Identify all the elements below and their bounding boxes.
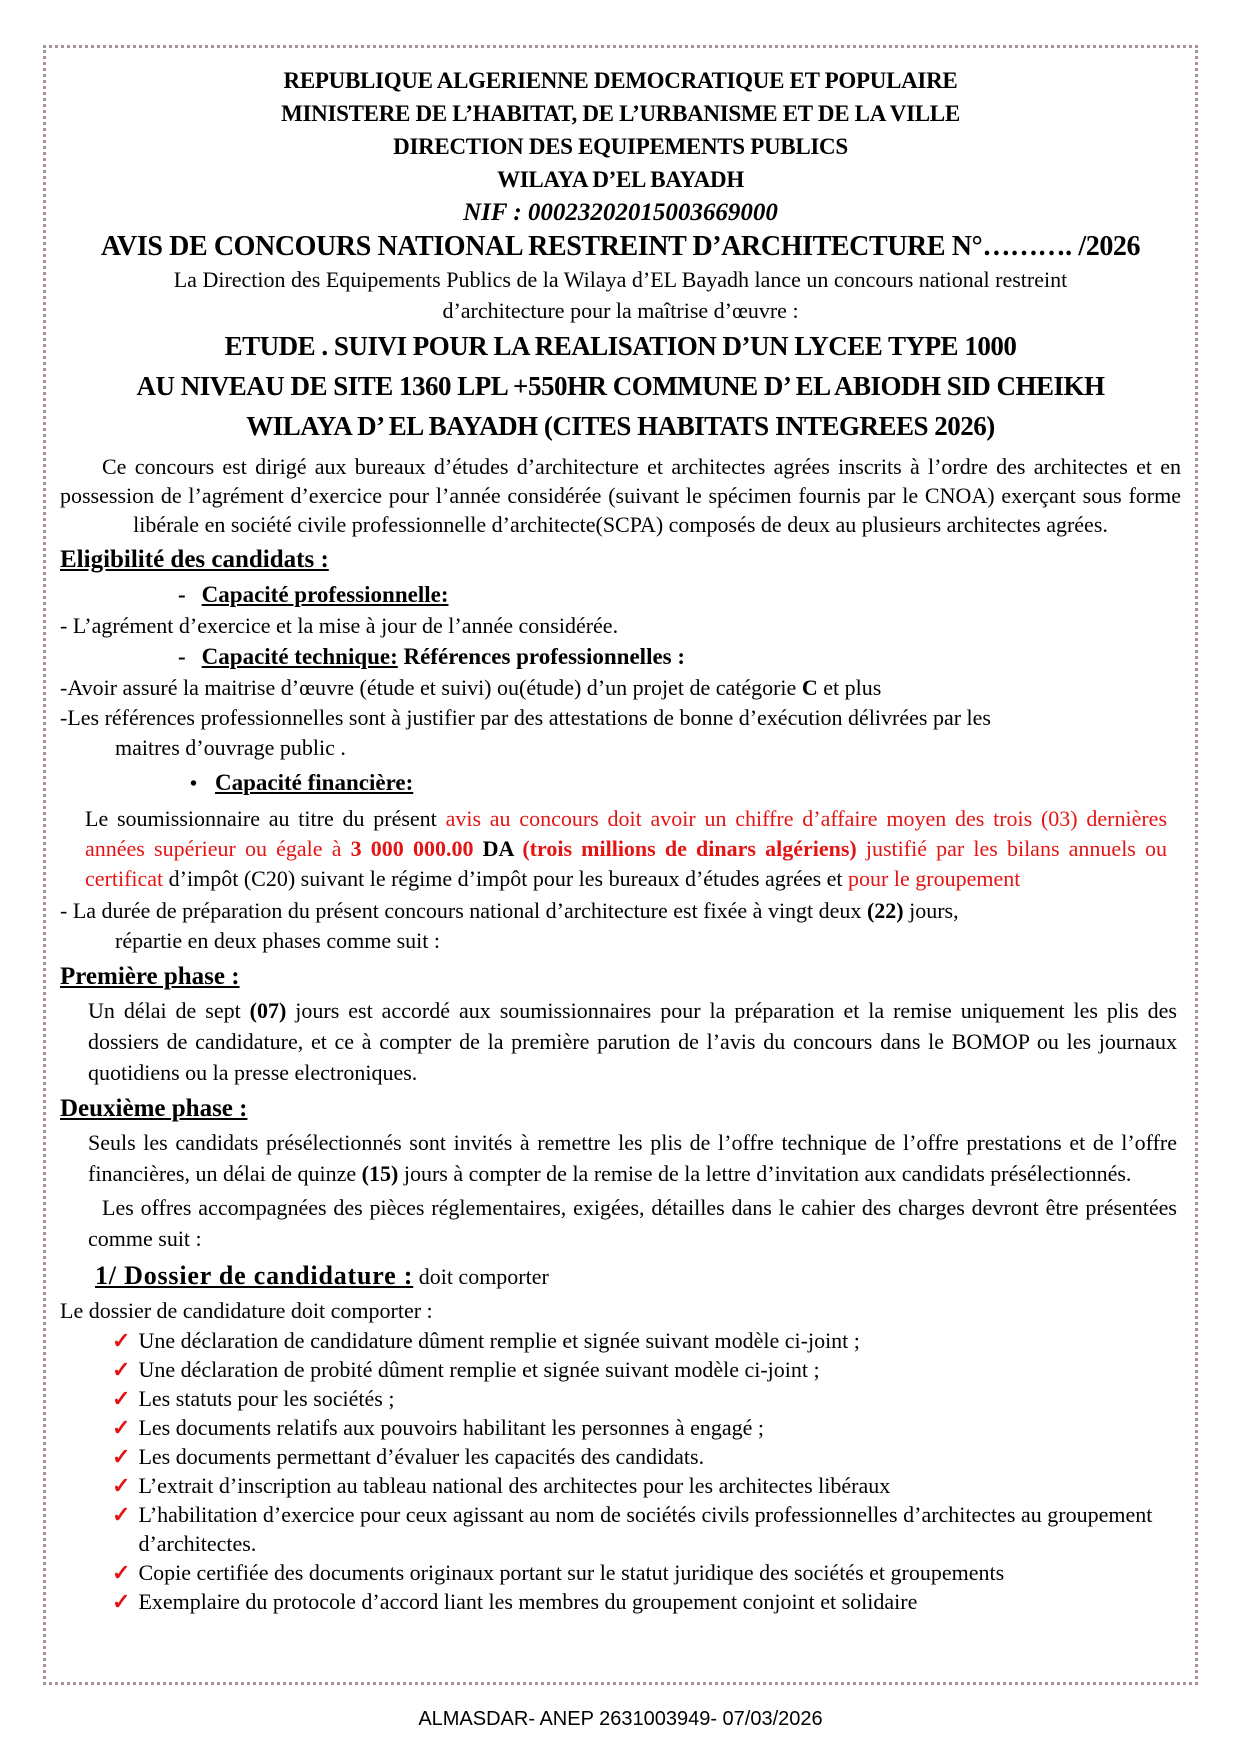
dash-marker: - <box>178 644 186 669</box>
check-icon: ✓ <box>112 1357 131 1382</box>
check-icon: ✓ <box>112 1328 131 1353</box>
nif-line: NIF : 00023202015003669000 <box>463 199 778 226</box>
capacity-technical-label: - Capacité technique: Références professionnelles : <box>178 641 1181 673</box>
publication-footer: ALMASDAR- ANEP 2631003949- 07/03/2026 <box>418 1708 823 1730</box>
checklist-item: ✓ Copie certifiée des documents originaux portant sur le statut juridique des sociétés et groupements <box>112 1560 1005 1585</box>
check-icon: ✓ <box>112 1386 131 1411</box>
check-icon: ✓ <box>112 1473 131 1498</box>
financial-paragraph: Le soumissionnaire au titre du présent avis au concours doit avoir un chiffre d’affaire moyen des trois (03) dernières années supérieur ou égale à 3 000 000.00 DA (trois millions de dinars algériens) justifié par les bilans annuels ou certificat d’impôt (C20) suivant le régime d’impôt pour les bureaux d’études agrées et pour le groupement <box>85 806 1168 891</box>
check-icon: ✓ <box>112 1560 131 1585</box>
offers-paragraph: Les offres accompagnées des pièces réglementaires, exigées, détailles dans le cahier des charges devront être présentées comme suit : <box>88 1195 1177 1251</box>
checklist-item: ✓ Les documents permettant d’évaluer les capacités des candidats. <box>112 1444 705 1469</box>
duration-line-cont: répartie en deux phases comme suit : <box>115 928 441 953</box>
project-title-line-2: AU NIVEAU DE SITE 1360 LPL +550HR COMMUNE D’ EL ABIODH SID CHEIKH <box>136 371 1105 401</box>
checklist-item: ✓ Les documents relatifs aux pouvoirs habilitant les personnes à engagé ; <box>112 1415 765 1440</box>
notice-border-frame <box>43 45 1198 1685</box>
capacity-professional-label: - Capacité professionnelle: <box>178 579 1181 611</box>
checklist-item: ✓ L’habilitation d’exercice pour ceux agissant au nom de sociétés civils professionnelles d’architectes au groupement d’architectes. <box>112 1502 1153 1556</box>
check-icon: ✓ <box>112 1415 131 1440</box>
notice-title: AVIS DE CONCOURS NATIONAL RESTREINT D’ARCHITECTURE N°………. /2026 <box>100 231 1141 262</box>
capacity-technical-item-2: -Les références professionnelles sont à justifier par des attestations de bonne d’exécution délivrées par les <box>60 705 991 730</box>
phase2-paragraph: Seuls les candidats présélectionnés sont invités à remettre les plis de l’offre technique de l’offre prestations et de l’offre financières, un délai de quinze (15) jours à compter de la remise de la lettre d’invitation aux candidats présélectionnés. <box>88 1130 1177 1186</box>
dossier-heading: 1/ Dossier de candidature : doit comporter <box>95 1261 549 1290</box>
duration-line: - La durée de préparation du présent concours national d’architecture est fixée à vingt deux (22) jours, <box>60 898 959 923</box>
checklist-item: ✓ Une déclaration de candidature dûment remplie et signée suivant modèle ci-joint ; <box>112 1328 860 1353</box>
checklist-item: ✓ L’extrait d’inscription au tableau national des architectes pour les architectes libéraux <box>112 1473 891 1498</box>
phase2-heading: Deuxième phase : <box>60 1095 248 1122</box>
capacity-technical-item-2-cont: maitres d’ouvrage public . <box>115 735 346 760</box>
bullet-icon: • <box>190 773 198 795</box>
audience-paragraph: Ce concours est dirigé aux bureaux d’études d’architecture et architectes agrées inscrits à l’ordre des architectes et en possession de l’agrément d’exercice pour l’année considérée (suivant le spécimen fournis par le CNOA) exerçant sous forme libérale en société civile professionnelle d’architecte(SCPA) composés de deux au plusieurs architectes agrées. <box>60 454 1181 537</box>
check-icon: ✓ <box>112 1502 131 1527</box>
header-republic-line: REPUBLIQUE ALGERIENNE DEMOCRATIQUE ET POPULAIRE <box>283 68 958 93</box>
header-direction-line: DIRECTION DES EQUIPEMENTS PUBLICS <box>393 134 848 159</box>
project-title-line-3: WILAYA D’ EL BAYADH (CITES HABITATS INTEGREES 2026) <box>246 411 995 441</box>
check-icon: ✓ <box>112 1589 131 1614</box>
dossier-intro: Le dossier de candidature doit comporter : <box>60 1298 433 1323</box>
capacity-technical-item-1: -Avoir assuré la maitrise d’œuvre (étude et suivi) ou(étude) d’un projet de catégorie C et plus <box>60 675 882 700</box>
phase1-heading: Première phase : <box>60 963 240 990</box>
eligibility-heading: Eligibilité des candidats : <box>60 546 329 573</box>
checklist-item: ✓ Une déclaration de probité dûment remplie et signée suivant modèle ci-joint ; <box>112 1357 820 1382</box>
capacity-financial-label: • Capacité financière: <box>190 765 1181 802</box>
check-icon: ✓ <box>112 1444 131 1469</box>
checklist-item: ✓ Les statuts pour les sociétés ; <box>112 1386 395 1411</box>
phase1-paragraph: Un délai de sept (07) jours est accordé aux soumissionnaires pour la préparation et la remise uniquement les plis des dossiers de candidature, et ce à compter de la première parution de l’avis du concours dans le BOMOP ou les journaux quotidiens ou la presse electroniques. <box>88 998 1177 1085</box>
project-title-line-1: ETUDE . SUIVI POUR LA REALISATION D’UN LYCEE TYPE 1000 <box>224 331 1017 361</box>
checklist-item: ✓ Exemplaire du protocole d’accord liant les membres du groupement conjoint et solidaire <box>112 1589 918 1614</box>
intro-line-1: La Direction des Equipements Publics de la Wilaya d’EL Bayadh lance un concours national restreint <box>173 267 1068 292</box>
dash-marker: - <box>178 582 186 607</box>
intro-line-2: d’architecture pour la maîtrise d’œuvre : <box>442 298 799 323</box>
header-wilaya-line: WILAYA D’EL BAYADH <box>497 167 744 192</box>
capacity-professional-item: - L’agrément d’exercice et la mise à jour de l’année considérée. <box>60 613 619 638</box>
header-ministry-line: MINISTERE DE L’HABITAT, DE L’URBANISME ET DE LA VILLE <box>281 101 960 126</box>
